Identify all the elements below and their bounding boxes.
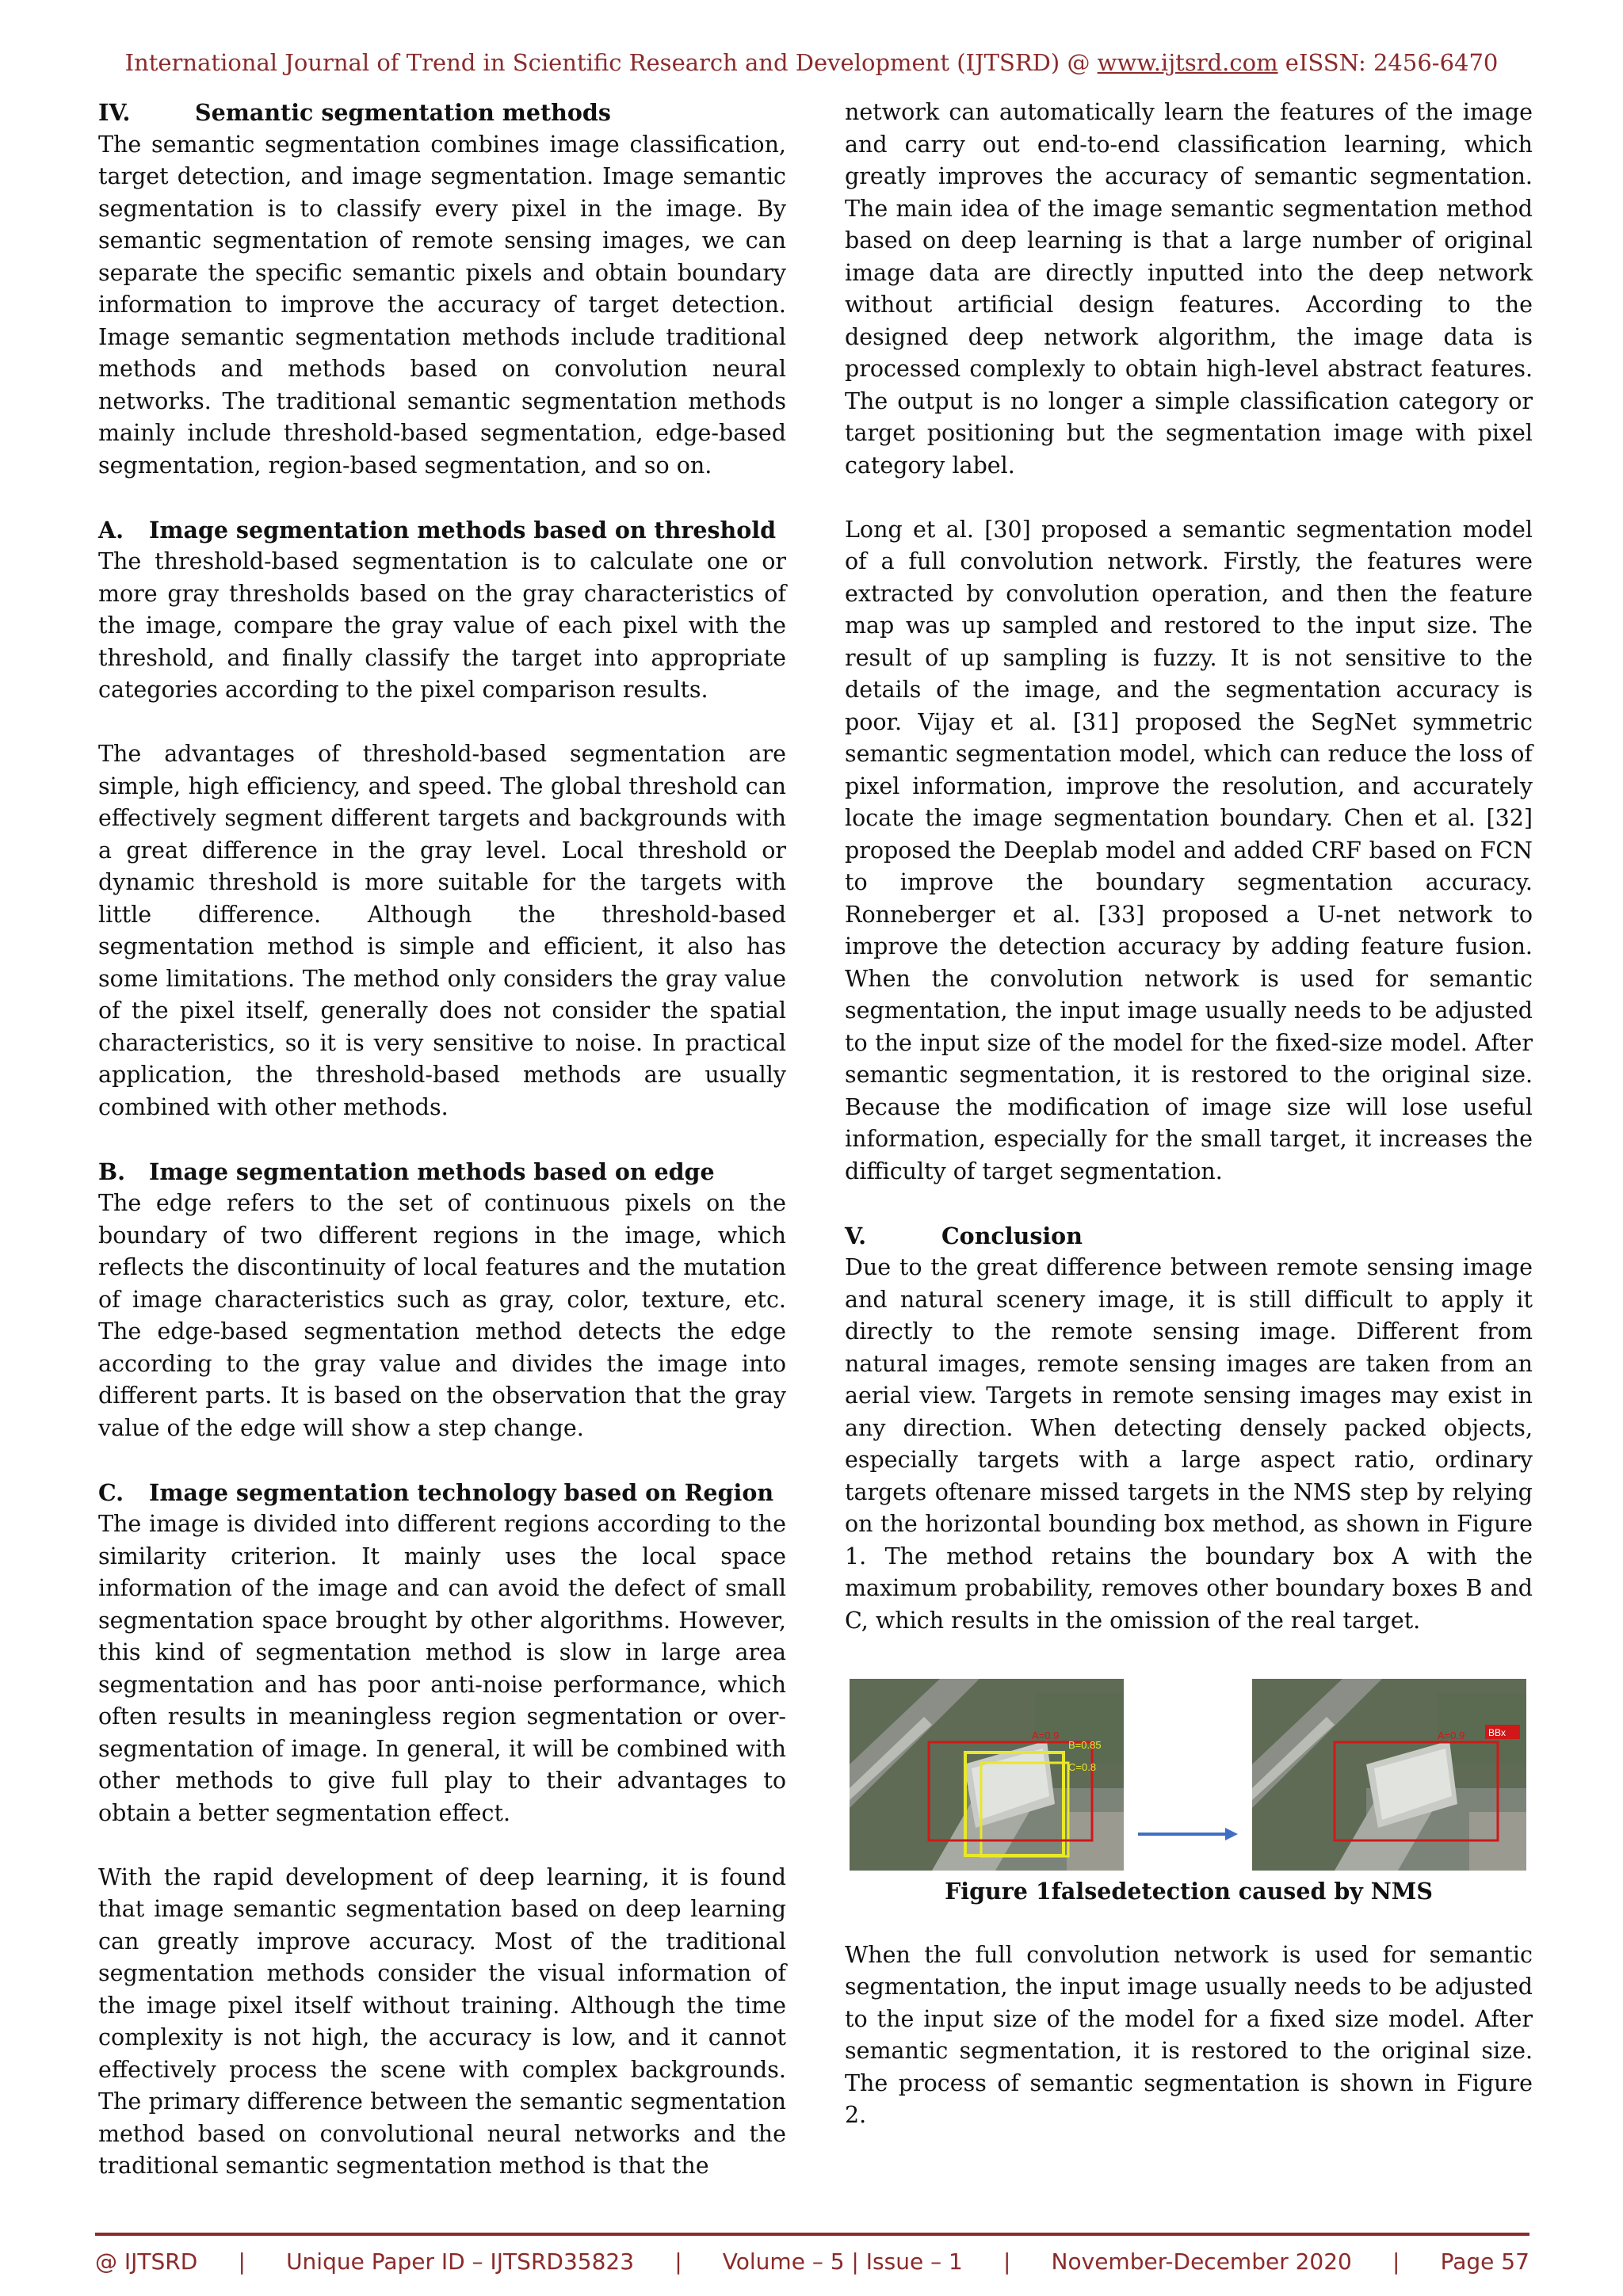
journal-website-link[interactable]: www.ijtsrd.com — [1097, 49, 1278, 76]
label-a-right: A=0.9 — [1438, 1729, 1465, 1741]
footer-brand: @ IJTSRD — [95, 2248, 198, 2275]
footer-date: November-December 2020 — [1051, 2248, 1352, 2275]
section-number: A. — [98, 516, 124, 543]
section-number: IV. — [98, 99, 131, 126]
label-red-tag: BBx — [1488, 1726, 1507, 1738]
footer-separator: | — [238, 2248, 246, 2275]
arrow-icon — [1225, 1828, 1238, 1840]
label-b: B=0.85 — [1068, 1738, 1102, 1751]
right-column — [845, 97, 1533, 2164]
figure-1 — [845, 1669, 1533, 1875]
section-heading-v — [845, 1220, 1533, 1253]
journal-header — [0, 49, 1623, 76]
section-number: B. — [98, 1158, 126, 1185]
section-heading-c — [98, 1477, 786, 1509]
footer-separator: | — [674, 2248, 682, 2275]
section-number: V. — [845, 1222, 867, 1249]
figure-1-graphic — [845, 1669, 1533, 1875]
paragraph: When the full convolution network is used for semantic segmentation, the input image usually needs to be adjusted to the input size of the model for a fixed size model. After semantic segmentation, it is restored to the original size. The process of semantic segmentation is shown in Figure 2. — [845, 1941, 1533, 2128]
aerial-image-after — [1252, 1679, 1526, 1871]
section-title: Semantic segmentation methods — [195, 99, 611, 126]
label-a: A=0.9 — [1032, 1729, 1060, 1741]
section-heading-a — [98, 514, 786, 547]
footer-volume: Volume – 5 | Issue – 1 — [722, 2248, 963, 2275]
label-c: C=0.8 — [1068, 1760, 1097, 1773]
section-title: Image segmentation technology based on Region — [149, 1478, 774, 1506]
section-heading-b — [98, 1156, 786, 1188]
footer-separator: | — [1392, 2248, 1400, 2275]
paragraph: Due to the great difference between remote sensing image and natural scenery image, it is still difficult to apply it directly to the remote sensing image. Different from natural images, remote sensing images are taken from an aerial view. Targets in remote sensing images may exist in any direction. When detecting densely packed objects, especially targets with a large aspect ratio, ordinary targets oftenare missed targets in the NMS step by relying on the horizontal bounding box method, as shown in Figure 1. The method retains the boundary box A with the maximum probability, removes other boundary boxes B and C, which results in the omission of the real target. — [845, 1254, 1533, 1634]
paragraph: network can automatically learn the features of the image and carry out end-to-end classification learning, which greatly improves the accuracy of semantic segmentation. The main idea of the image semantic segmentation method based on deep learning is that a large number of original image data are directly inputted into the deep network without artificial design features. According to the designed deep network algorithm, the image data is processed complexly to obtain high-level abstract features. The output is no longer a simple classification category or target positioning but the segmentation image with pixel category label. — [845, 99, 1533, 479]
section-title: Conclusion — [941, 1222, 1083, 1249]
section-heading-iv — [98, 97, 786, 129]
section-title: Image segmentation methods based on edge — [149, 1158, 715, 1185]
paragraph: The image is divided into different regions according to the similarity criterion. It mainly uses the local space information of the image and can avoid the defect of small segmentation space brought by other algorithms. However, this kind of segmentation method is slow in large area segmentation and has poor anti-noise performance, which often results in meaningless region segmentation or over-segmentation of image. In general, it will be combined with other methods to give full play to their advantages to obtain a better segmentation effect. — [98, 1511, 786, 1826]
paragraph: The advantages of threshold-based segmentation are simple, high efficiency, and speed. The global threshold can effectively segment different targets and backgrounds with a great difference in the gray level. Local threshold or dynamic threshold is more suitable for the targets with little difference. Although the threshold-based segmentation method is simple and efficient, it also has some limitations. The method only considers the gray value of the pixel itself, generally does not consider the spatial characteristics, so it is very sensitive to noise. In practical application, the threshold-based methods are usually combined with other methods. — [98, 741, 786, 1120]
journal-header-prefix: International Journal of Trend in Scientific Research and Development (IJTSRD) @ — [124, 49, 1098, 76]
footer-page-number: Page 57 — [1440, 2248, 1529, 2275]
journal-header-suffix: eISSN: 2456-6470 — [1277, 49, 1499, 76]
footer-paper-id: Unique Paper ID – IJTSRD35823 — [286, 2248, 635, 2275]
section-number: C. — [98, 1478, 124, 1506]
aerial-image-before — [850, 1679, 1124, 1871]
paragraph: The threshold-based segmentation is to calculate one or more gray thresholds based on the gray characteristics of the image, compare the gray value of each pixel with the threshold, and finally classify the target into appropriate categories according to the pixel comparison results. — [98, 548, 786, 703]
paragraph: The edge refers to the set of continuous pixels on the boundary of two different regions in the image, which reflects the discontinuity of local features and the mutation of image characteristics such as gray, color, texture, etc. The edge-based segmentation method detects the edge according to the gray value and divides the image into different parts. It is based on the observation that the gray value of the edge will show a step change. — [98, 1190, 786, 1441]
left-column — [98, 97, 786, 2183]
footer-separator: | — [1002, 2248, 1011, 2275]
section-title: Image segmentation methods based on threshold — [149, 516, 777, 543]
figure-1-caption: Figure 1falsedetection caused by NMS — [945, 1877, 1433, 1905]
paragraph: The semantic segmentation combines image classification, target detection, and image segmentation. Image semantic segmentation is to classify every pixel in the image. By semantic segmentation of remote sensing images, we can separate the specific semantic pixels and obtain boundary information to improve the accuracy of target detection. Image semantic segmentation methods include traditional methods and methods based on convolution neural networks. The traditional semantic segmentation methods mainly include threshold-based segmentation, edge-based segmentation, region-based segmentation, and so on. — [98, 131, 786, 479]
paragraph: With the rapid development of deep learning, it is found that image semantic segmentation based on deep learning can greatly improve accuracy. Most of the traditional segmentation methods consider the visual information of the image pixel itself without training. Although the time complexity is not high, the accuracy is low, and it cannot effectively process the scene with complex backgrounds. The primary difference between the semantic segmentation method based on convolutional neural networks and the traditional semantic segmentation method is that the — [98, 1863, 786, 2179]
page-footer — [95, 2233, 1529, 2275]
paragraph: Long et al. [30] proposed a semantic segmentation model of a full convolution network. Firstly, the features were extracted by convolution operation, and then the feature map was up sampled and restored to the input size. The result of up sampling is fuzzy. It is not sensitive to the details of the image, and the segmentation accuracy is poor. Vijay et al. [31] proposed the SegNet symmetric semantic segmentation model, which can reduce the loss of pixel information, improve the resolution, and accurately locate the image segmentation boundary. Chen et al. [32] proposed the Deeplab model and added CRF based on FCN to improve the boundary segmentation accuracy. Ronneberger et al. [33] proposed a U-net network to improve the detection accuracy by adding feature fusion. When the convolution network is used for semantic segmentation, the input image usually needs to be adjusted to the input size of the model for the fixed-size model. After semantic segmentation, it is restored to the original size. Because the modification of image size will lose useful information, especially for the small target, it increases the difficulty of target segmentation. — [845, 516, 1533, 1184]
